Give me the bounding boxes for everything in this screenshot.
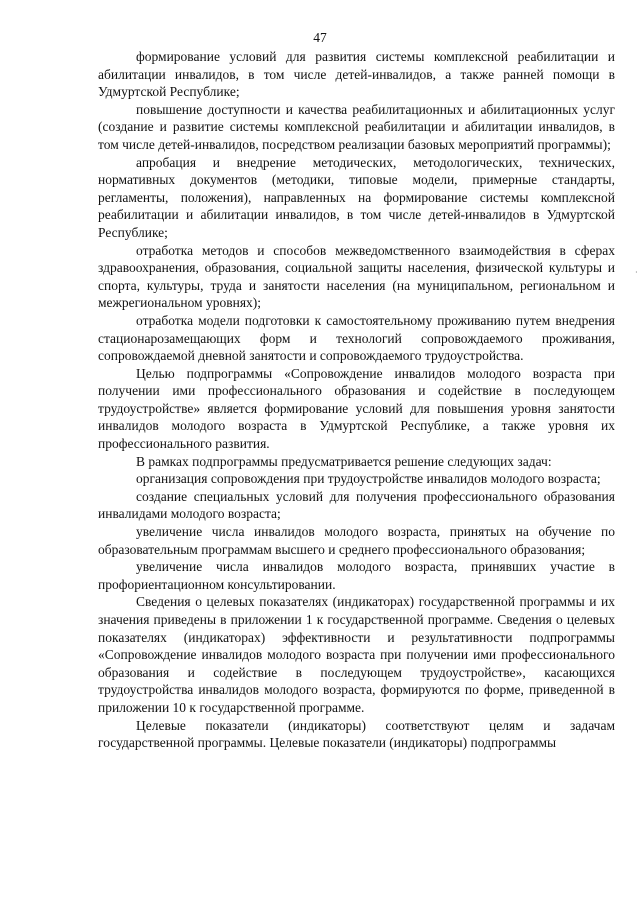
paragraph-12: Сведения о целевых показателях (индикаторах) государственной программы и их значения приведены в приложении 1 к государственной программе. Сведения о целевых показателях (индикаторах) эффективности и результативности подпрограммы «Сопровождение инвалидов молодого возраста при получении ими профессионального образования и содействие в последующем трудоустройстве», касающихся трудоустройства инвалидов молодого возраста, формируются по форме, приведенной в приложении 10 к государственной программе. — [98, 594, 615, 715]
paragraph-11: увеличение числа инвалидов молодого возраста, принявших участие в профориентационном консультировании. — [98, 559, 615, 592]
paragraph-13: Целевые показатели (индикаторы) соответствуют целям и задачам государственной программы. Целевые показатели (индикаторы) подпрограммы — [98, 717, 615, 751]
paragraph-5: отработка модели подготовки к самостоятельному проживанию путем внедрения стационарозамещающих форм и технологий сопровождаемого проживания, сопровождаемой дневной занятости и сопровождаемого трудоустройства. — [98, 312, 615, 364]
paragraph-2: повышение доступности и качества реабилитационных и абилитационных услуг (создание и развитие системы комплексной реабилитации и абилитации инвалидов, в том числе детей-инвалидов, посредством реализации базовых мероприятий программы); — [98, 101, 615, 152]
paragraph-10: увеличение числа инвалидов молодого возраста, принятых на обучение по образовательным программам высшего и среднего профессионального образования; — [98, 524, 615, 557]
page-number: 47 — [313, 30, 327, 45]
paragraph-3: апробация и внедрение методических, методологических, технических, нормативных документов (методики, типовые модели, примерные стандарты, регламенты, положения), направленных на формирование системы комплексной реабилитации и абилитации инвалидов, в том числе детей-инвалидов в Удмуртской Республике; — [98, 154, 615, 240]
paragraph-8: организация сопровождения при трудоустройстве инвалидов молодого возраста; — [136, 471, 601, 487]
margin-mark: · — [635, 268, 638, 277]
paragraph-6: Целью подпрограммы «Сопровождение инвалидов молодого возраста при получении ими профессионального образования и содействие в последующем трудоустройстве» является формирование условий для повышения уровня занятости инвалидов молодого возраста в Удмуртской Республике, а также уровня их профессионального развития. — [98, 365, 615, 452]
document-body — [98, 48, 615, 752]
paragraph-1: формирование условий для развития системы комплексной реабилитации и абилитации инвалидов, в том числе детей-инвалидов, а также ранней помощи в Удмуртской Республике; — [98, 49, 615, 100]
paragraph-7: В рамках подпрограммы предусматривается решение следующих задач: — [136, 453, 552, 469]
paragraph-9: создание специальных условий для получения профессионального образования инвалидами молодого возраста; — [98, 488, 615, 522]
paragraph-4: отработка методов и способов межведомственного взаимодействия в сферах здравоохранения, образования, социальной защиты населения, физической культуры и спорта, культуры, труда и занятости населения (на муниципальном, региональном и межрегиональном уровнях); — [98, 242, 615, 311]
